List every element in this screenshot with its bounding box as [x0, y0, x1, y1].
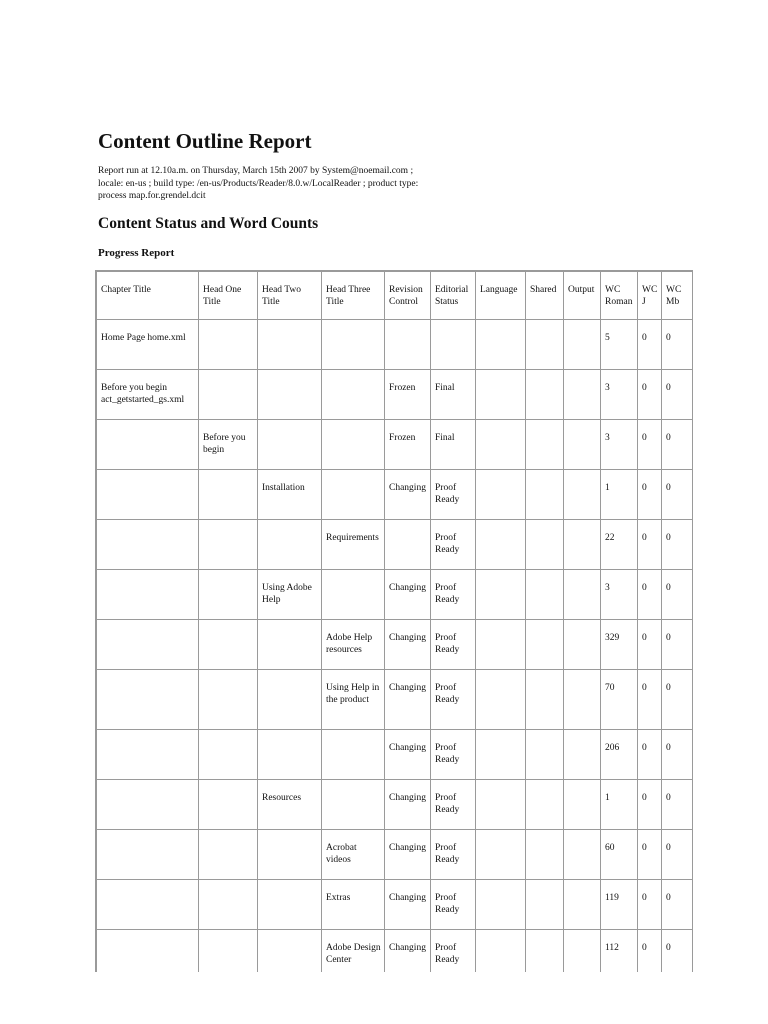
cell-wc-mb: 0: [662, 520, 694, 570]
cell-output: [564, 730, 601, 780]
cell-wc-j: 0: [638, 620, 662, 670]
cell-shared: [526, 830, 564, 880]
cell-head-three-title: Acrobat videos: [322, 830, 385, 880]
cell-wc-j: 0: [638, 320, 662, 370]
cell-head-two-title: [258, 830, 322, 880]
cell-wc-roman: 1: [601, 780, 638, 830]
cell-editorial-status: Proof Ready: [431, 880, 476, 930]
cell-output: [564, 830, 601, 880]
cell-wc-j: 0: [638, 930, 662, 973]
cell-output: [564, 780, 601, 830]
cell-revision-control: Changing: [385, 880, 431, 930]
cell-wc-mb: 0: [662, 730, 694, 780]
cell-revision-control: [385, 320, 431, 370]
header-head-one-title: Head One Title: [199, 272, 258, 320]
cell-language: [476, 880, 526, 930]
cell-wc-j: 0: [638, 670, 662, 730]
cell-chapter-title: [97, 520, 199, 570]
cell-shared: [526, 470, 564, 520]
report-run-line-2: locale: en-us ; build type: /en-us/Products/Reader/8.0.w/LocalReader ; product type:: [98, 178, 419, 189]
cell-head-three-title: Using Help in the product: [322, 670, 385, 730]
cell-head-two-title: [258, 370, 322, 420]
cell-output: [564, 570, 601, 620]
cell-shared: [526, 930, 564, 973]
table-row: [97, 930, 694, 973]
cell-chapter-title: [97, 420, 199, 470]
cell-editorial-status: Final: [431, 370, 476, 420]
cell-wc-roman: 112: [601, 930, 638, 973]
report-run-line-3: process map.for.grendel.dcit: [98, 191, 206, 201]
report-title: Content Outline Report: [98, 129, 312, 153]
cell-language: [476, 620, 526, 670]
cell-language: [476, 930, 526, 973]
cell-language: [476, 830, 526, 880]
table-header-row: [97, 272, 694, 320]
cell-shared: [526, 780, 564, 830]
report-page: [98, 126, 698, 260]
cell-wc-mb: 0: [662, 370, 694, 420]
header-chapter-title: Chapter Title: [97, 272, 199, 320]
cell-wc-roman: 119: [601, 880, 638, 930]
cell-head-three-title: Adobe Design Center: [322, 930, 385, 973]
cell-output: [564, 520, 601, 570]
cell-output: [564, 670, 601, 730]
header-wc-mb: WC Mb: [662, 272, 694, 320]
cell-chapter-title: [97, 730, 199, 780]
header-shared: Shared: [526, 272, 564, 320]
cell-language: [476, 520, 526, 570]
cell-wc-roman: 70: [601, 670, 638, 730]
header-editorial-status: Editorial Status: [431, 272, 476, 320]
cell-language: [476, 730, 526, 780]
header-output: Output: [564, 272, 601, 320]
cell-wc-mb: 0: [662, 670, 694, 730]
cell-language: [476, 780, 526, 830]
cell-head-two-title: [258, 730, 322, 780]
cell-head-two-title: [258, 620, 322, 670]
cell-shared: [526, 670, 564, 730]
cell-editorial-status: Proof Ready: [431, 620, 476, 670]
cell-head-two-title: [258, 420, 322, 470]
cell-editorial-status: Proof Ready: [431, 930, 476, 973]
cell-head-two-title: [258, 520, 322, 570]
cell-wc-roman: 60: [601, 830, 638, 880]
cell-head-two-title: [258, 880, 322, 930]
report-run-info: [98, 165, 468, 203]
cell-shared: [526, 730, 564, 780]
cell-output: [564, 320, 601, 370]
table-row: [97, 570, 694, 620]
cell-wc-mb: 0: [662, 320, 694, 370]
cell-shared: [526, 420, 564, 470]
cell-head-one-title: [199, 670, 258, 730]
cell-chapter-title: [97, 780, 199, 830]
section-title: Content Status and Word Counts: [98, 214, 319, 232]
cell-language: [476, 470, 526, 520]
cell-wc-roman: 1: [601, 470, 638, 520]
cell-revision-control: Changing: [385, 620, 431, 670]
cell-revision-control: Changing: [385, 570, 431, 620]
cell-wc-j: 0: [638, 830, 662, 880]
cell-language: [476, 320, 526, 370]
cell-revision-control: Changing: [385, 670, 431, 730]
table-row: [97, 730, 694, 780]
table-row: [97, 320, 694, 370]
cell-output: [564, 930, 601, 973]
table-row: [97, 670, 694, 730]
header-revision-control: Revision Control: [385, 272, 431, 320]
header-wc-j: WC J: [638, 272, 662, 320]
cell-shared: [526, 370, 564, 420]
cell-wc-mb: 0: [662, 780, 694, 830]
cell-editorial-status: Proof Ready: [431, 470, 476, 520]
cell-wc-mb: 0: [662, 830, 694, 880]
cell-editorial-status: Proof Ready: [431, 670, 476, 730]
table-row: [97, 370, 694, 420]
cell-language: [476, 420, 526, 470]
cell-head-two-title: Using Adobe Help: [258, 570, 322, 620]
cell-revision-control: Frozen: [385, 370, 431, 420]
cell-head-two-title: [258, 930, 322, 973]
cell-chapter-title: [97, 830, 199, 880]
cell-head-three-title: [322, 370, 385, 420]
header-head-two-title: Head Two Title: [258, 272, 322, 320]
cell-language: [476, 670, 526, 730]
table-row: [97, 780, 694, 830]
cell-editorial-status: [431, 320, 476, 370]
header-head-three-title: Head Three Title: [322, 272, 385, 320]
cell-language: [476, 570, 526, 620]
table-row: [97, 420, 694, 470]
cell-editorial-status: Proof Ready: [431, 570, 476, 620]
table-row: [97, 620, 694, 670]
cell-chapter-title: [97, 930, 199, 973]
cell-head-one-title: [199, 620, 258, 670]
cell-head-three-title: Adobe Help resources: [322, 620, 385, 670]
cell-chapter-title: Before you begin act_getstarted_gs.xml: [97, 370, 199, 420]
cell-head-one-title: [199, 370, 258, 420]
cell-wc-j: 0: [638, 570, 662, 620]
cell-revision-control: Frozen: [385, 420, 431, 470]
cell-wc-roman: 206: [601, 730, 638, 780]
table-row: [97, 520, 694, 570]
cell-editorial-status: Proof Ready: [431, 780, 476, 830]
cell-head-one-title: [199, 470, 258, 520]
cell-editorial-status: Final: [431, 420, 476, 470]
cell-head-one-title: [199, 570, 258, 620]
cell-head-one-title: Before you begin: [199, 420, 258, 470]
cell-head-three-title: [322, 420, 385, 470]
cell-wc-roman: 3: [601, 420, 638, 470]
header-wc-roman: WC Roman: [601, 272, 638, 320]
cell-language: [476, 370, 526, 420]
cell-output: [564, 620, 601, 670]
cell-wc-roman: 3: [601, 570, 638, 620]
cell-wc-j: 0: [638, 520, 662, 570]
cell-output: [564, 420, 601, 470]
cell-revision-control: Changing: [385, 780, 431, 830]
cell-shared: [526, 520, 564, 570]
cell-head-one-title: [199, 730, 258, 780]
cell-wc-roman: 5: [601, 320, 638, 370]
cell-head-one-title: [199, 830, 258, 880]
cell-head-two-title: [258, 320, 322, 370]
subsection-title: Progress Report: [98, 246, 175, 259]
cell-editorial-status: Proof Ready: [431, 520, 476, 570]
cell-wc-j: 0: [638, 780, 662, 830]
cell-wc-j: 0: [638, 880, 662, 930]
cell-chapter-title: [97, 570, 199, 620]
progress-report-table: [96, 271, 693, 972]
cell-revision-control: [385, 520, 431, 570]
cell-head-two-title: [258, 670, 322, 730]
cell-revision-control: Changing: [385, 930, 431, 973]
cell-wc-mb: 0: [662, 620, 694, 670]
cell-chapter-title: [97, 880, 199, 930]
cell-editorial-status: Proof Ready: [431, 730, 476, 780]
cell-revision-control: Changing: [385, 830, 431, 880]
cell-shared: [526, 570, 564, 620]
progress-report-table-container: [95, 270, 693, 972]
cell-wc-mb: 0: [662, 930, 694, 973]
cell-output: [564, 880, 601, 930]
cell-wc-j: 0: [638, 470, 662, 520]
cell-head-three-title: [322, 570, 385, 620]
cell-head-one-title: [199, 930, 258, 973]
table-row: [97, 470, 694, 520]
cell-shared: [526, 880, 564, 930]
cell-chapter-title: [97, 670, 199, 730]
table-body: [97, 320, 694, 973]
cell-editorial-status: Proof Ready: [431, 830, 476, 880]
cell-head-two-title: Resources: [258, 780, 322, 830]
table-row: [97, 880, 694, 930]
cell-chapter-title: [97, 470, 199, 520]
cell-shared: [526, 620, 564, 670]
cell-head-two-title: Installation: [258, 470, 322, 520]
cell-head-one-title: [199, 320, 258, 370]
cell-head-three-title: Extras: [322, 880, 385, 930]
cell-head-three-title: Requirements: [322, 520, 385, 570]
cell-head-one-title: [199, 880, 258, 930]
cell-revision-control: Changing: [385, 730, 431, 780]
cell-wc-mb: 0: [662, 420, 694, 470]
cell-head-three-title: [322, 320, 385, 370]
report-run-line-1: Report run at 12.10a.m. on Thursday, March 15th 2007 by System@noemail.com ;: [98, 166, 414, 176]
cell-head-one-title: [199, 780, 258, 830]
cell-wc-roman: 329: [601, 620, 638, 670]
cell-head-one-title: [199, 520, 258, 570]
cell-wc-roman: 3: [601, 370, 638, 420]
cell-wc-mb: 0: [662, 880, 694, 930]
cell-head-three-title: [322, 470, 385, 520]
cell-chapter-title: Home Page home.xml: [97, 320, 199, 370]
cell-wc-mb: 0: [662, 570, 694, 620]
table-row: [97, 830, 694, 880]
cell-shared: [526, 320, 564, 370]
cell-output: [564, 470, 601, 520]
header-language: Language: [476, 272, 526, 320]
cell-wc-j: 0: [638, 370, 662, 420]
cell-wc-roman: 22: [601, 520, 638, 570]
cell-head-three-title: [322, 780, 385, 830]
cell-wc-mb: 0: [662, 470, 694, 520]
cell-wc-j: 0: [638, 730, 662, 780]
cell-output: [564, 370, 601, 420]
cell-revision-control: Changing: [385, 470, 431, 520]
cell-head-three-title: [322, 730, 385, 780]
cell-wc-j: 0: [638, 420, 662, 470]
cell-chapter-title: [97, 620, 199, 670]
